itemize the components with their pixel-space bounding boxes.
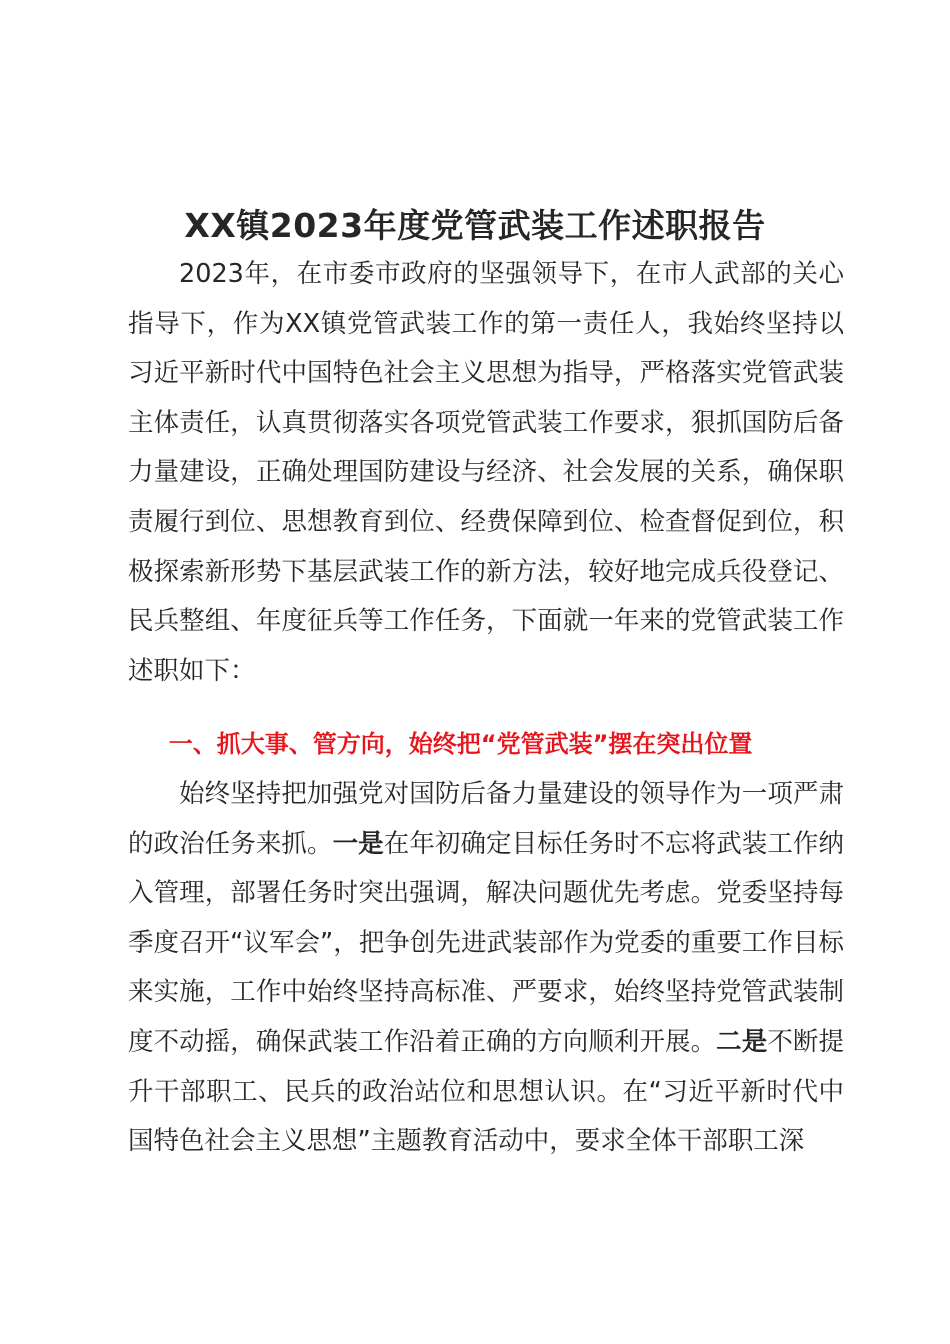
paragraph-text: 不断提升干部职工、民兵的政治站位和思想认识。在“习近平新时代中国特色社会主义思想”主题教育活动中，要求全体干部职工深 xyxy=(128,1026,844,1157)
emphasis-label: 一是 xyxy=(332,828,384,859)
paragraph-text: 始终坚持把加强党对国防后备力量建设的领导作为一项严肃的政治任务来抓。 xyxy=(128,779,844,859)
emphasis-label: 二是 xyxy=(716,1026,768,1057)
section-paragraph xyxy=(128,770,844,1167)
section-heading: 一、抓大事、管方向，始终把“党管武装”摆在突出位置 xyxy=(168,730,753,758)
paragraph-text: 在年初确定目标任务时不忘将武装工作纳入管理，部署任务时突出强调，解决问题优先考虑。党委坚持每季度召开“议军会”，把争创先进武装部作为党委的重要工作目标来实施，工作中始终坚持高标准、严要求，始终坚持党管武装制度不动摇，确保武装工作沿着正确的方向顺利开展。 xyxy=(128,828,844,1057)
document-title: XX镇2023年度党管武装工作述职报告 xyxy=(184,206,766,245)
intro-paragraph: 2023年，在市委市政府的坚强领导下，在市人武部的关心指导下，作为XX镇党管武装工作的第一责任人，我始终坚持以习近平新时代中国特色社会主义思想为指导，严格落实党管武装主体责任，认真贯彻落实各项党管武装工作要求，狠抓国防后备力量建设，正确处理国防建设与经济、社会发展的关系，确保职责履行到位、思想教育到位、经费保障到位、检查督促到位，积极探索新形势下基层武装工作的新方法，较好地完成兵役登记、民兵整组、年度征兵等工作任务，下面就一年来的党管武装工作述职如下： xyxy=(128,259,844,686)
